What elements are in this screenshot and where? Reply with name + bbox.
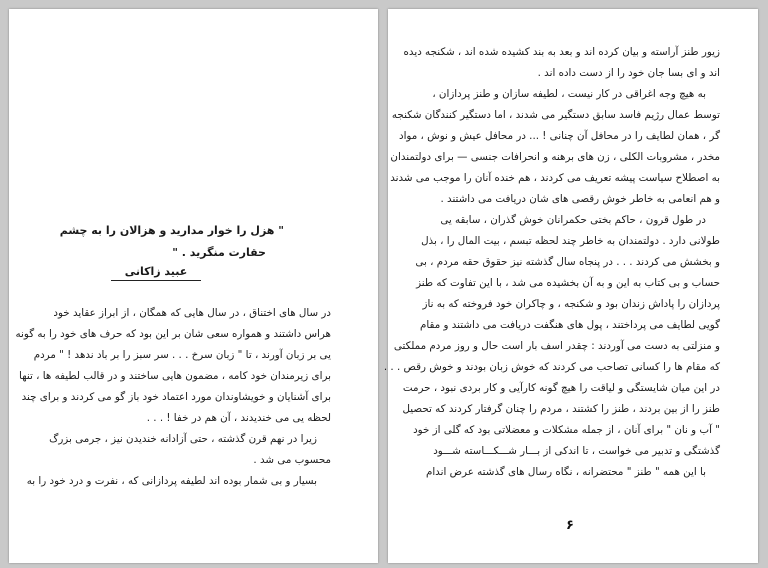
text-line: و هم انعامی به خاطر خوش رقصی های شان دریافت می داشتند . (440, 193, 720, 205)
text-line: زیور طنز آراسته و بیان کرده اند و بعد به بند کشیده شده اند ، شکنجه دیده (403, 46, 720, 58)
text-line: " آب و نان " برای آنان ، از جمله مشکلات و معضلاتی بود که گلی از خود (413, 424, 720, 436)
text-line: و بخشش می کردند . . . در پنجاه سال گذشته نیز حقوق حقه مردم ، بی (415, 256, 720, 268)
text-line: طنز را از بین بردند ، طنز را کشتند ، مردم را چنان گرفتار کردند که تحصیل (402, 403, 720, 415)
text-line: برای آشنایان و خویشاوندان مورد اعتماد خود باز گو می کردند و برای چند (21, 391, 331, 403)
text-line: لحظه یی می خندیدند ، آن هم در خفا ! . . . (146, 412, 331, 424)
text-line: و منزلتی به دست می آوردند : چقدر اسف بار است حال و روز مردم مملکتی (393, 340, 720, 352)
text-line: در این میان شایستگی و لیاقت را هیچ گونه کارآیی و کار بردی نبود ، حرمت (402, 382, 720, 394)
text-line: در طول قرون ، حاکم بختی حکمرانان خوش گذران ، سابقه یی (440, 214, 706, 226)
quote-line: حقارت منگرید . " (172, 246, 266, 259)
text-line: پردازان را پاداش زندان بود و شکنجه ، و چاکران خود فروخته که به ناز (422, 298, 720, 310)
page-number: ۶ (566, 518, 574, 533)
text-line: برای زیرمندان خود کامه ، مضمون هایی ساختند و در قالب لطیفه ها ، تنها (19, 370, 331, 382)
text-line: هراس داشتند و همواره سعی شان بر این بود که حرف های خود را به گونه (15, 328, 331, 340)
text-line: گویی لطایف می پرداختند ، پول های هنگفت دریافت می داشتند و مقام (419, 319, 720, 331)
text-line: با این همه " طنز " محتضرانه ، نگاه رسال های گذشته عرض اندام (425, 466, 706, 478)
text-line: که مقام ها را کسانی تصاحب می کردند که خوش زبان بودند و خوش رقص . . . (383, 361, 720, 373)
quote-line: " هزل را خوار مدارید و هزالان را به چشم (59, 224, 284, 237)
text-line: به اصطلاح سیاست پیشه تعریف می کردند ، هم خنده آنان را موجب می شدند (390, 172, 720, 184)
epigraph-author: عبید زاکانی (111, 265, 201, 281)
text-line: به هیچ وجه اغراقی در کار نیست ، لطیفه سازان و طنز پردازان ، (432, 88, 706, 100)
text-line: محسوب می شد . (253, 454, 331, 466)
right-page (383, 9, 758, 563)
left-body-text (15, 303, 331, 492)
text-line: گذشتگی و تدبیر می خواست ، تا اندکی از بـــار شـــکـــاسته شـــود (433, 445, 720, 457)
text-line: حساب و بی کتاب به این و به آن بخشیده می شد ، با این تفاوت که طنز (416, 277, 720, 289)
text-line: بسیار و بی شمار بوده اند لطیفه پردازانی که ، نفرت و درد خود را به (26, 475, 317, 487)
text-line: توسط عمال رژیم فاسد سابق دستگیر می شدند ، اما دستگیر کنندگان شکنجه (391, 109, 720, 121)
right-body-text (383, 42, 720, 483)
text-line: در سال های اختناق ، در سال هایی که همگان ، از ابراز عقاید خود (53, 307, 331, 319)
epigraph-quote (59, 220, 284, 264)
text-line: طولانی دارد . دولتمندان به خاطر چند لحظه تبسم ، بیت المال را ، بذل (421, 235, 720, 247)
text-line: گر ، همان لطایف را در محافل آن چنانی ! ... در محافل عیش و نوش ، مواد (398, 130, 720, 142)
left-page (9, 9, 378, 563)
text-line: زیرا در نهم قرن گذشته ، حتی آزادانه خندیدن نیز ، جرمی بزرگ (49, 433, 317, 445)
text-line: اند و ای بسا جان خود را از دست داده اند . (537, 67, 720, 79)
text-line: یی بر زبان آورند ، تا " زبان سرخ . . . سر سبز را بر باد ندهد ! " مردم (33, 349, 331, 361)
text-line: مخدر ، مشروبات الکلی ، زن های برهنه و انحرافات جنسی — برای دولتمندان (390, 151, 720, 163)
